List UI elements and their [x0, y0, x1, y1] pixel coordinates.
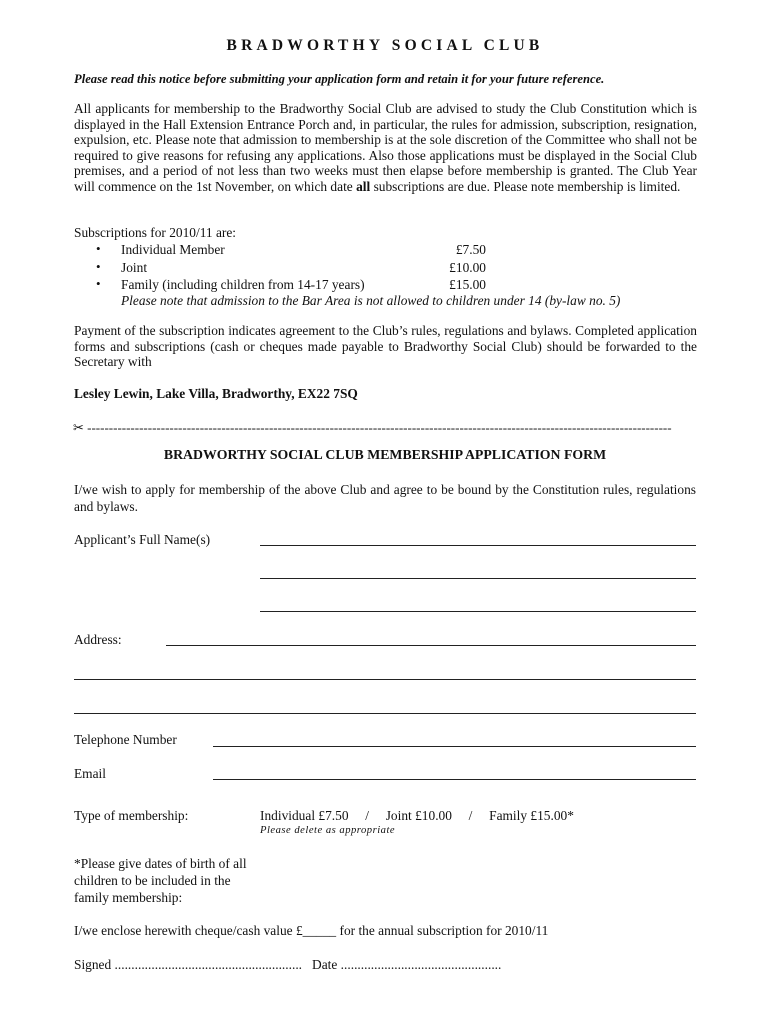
address-field-line-1[interactable]: [166, 645, 696, 646]
secretary-address: Lesley Lewin, Lake Villa, Bradworthy, EX22 7SQ: [74, 386, 358, 401]
subscription-label: Individual Member: [121, 242, 225, 257]
bullet-icon: •: [96, 241, 101, 256]
name-label: Applicant’s Full Name(s): [74, 532, 211, 547]
signature-date-line[interactable]: Signed ........................................................ Date ................................................: [74, 957, 502, 972]
subscriptions-heading: Subscriptions for 2010/11 are:: [74, 225, 237, 240]
membership-options[interactable]: Individual £7.50 / Joint £10.00 / Family £15.00*: [260, 808, 574, 823]
address-field-line-3[interactable]: [74, 713, 696, 714]
intro-text-part2: subscriptions are due. Please note membership is limited.: [370, 178, 681, 194]
telephone-label: Telephone Number: [74, 732, 177, 747]
bar-area-note: Please note that admission to the Bar Area is not allowed to children under 14 (by-law no. 5): [121, 293, 621, 308]
intro-text-part1: All applicants for membership to the Bradworthy Social Club are advised to study the Club Constitution which is displayed in the Hall Extension Entrance Porch and, in particular, the rules for admission, subscription, resignation, expulsion, etc. Please note that admission to membership is at the sole discretion of the Committee who shall not be required to give reasons for refusing any applications. Also those applications must be displayed in the Social Club premises, and a period of not less than two weeks must then elapse before membership is granted. The Club Year will commence on the 1st November, on which date: [74, 101, 697, 194]
delete-note: Please delete as appropriate: [260, 825, 396, 836]
subscription-item-individual: [96, 242, 496, 259]
subscription-item-family: [96, 277, 496, 294]
intro-text-bold: all: [356, 178, 371, 194]
dob-note: *Please give dates of birth of all children to be included in the family membership:: [74, 856, 247, 905]
name-field-line-3[interactable]: [260, 611, 696, 612]
form-intro: I/we wish to apply for membership of the above Club and agree to be bound by the Constitution rules, regulations and bylaws.: [74, 482, 696, 514]
bullet-icon: •: [96, 276, 101, 291]
intro-paragraph: [74, 101, 697, 195]
subscription-label: Family (including children from 14-17 years): [121, 277, 365, 292]
subscription-price: £10.00: [449, 260, 486, 275]
subscription-label: Joint: [121, 260, 148, 275]
subscription-price: £15.00: [449, 277, 486, 292]
bullet-icon: •: [96, 259, 101, 274]
name-field-line-2[interactable]: [260, 578, 696, 579]
email-label: Email: [74, 766, 106, 781]
cut-line: ✂ ---------------------------------------------------------------------------------------------------------------------------------------: [73, 420, 672, 435]
subscription-price: £7.50: [455, 242, 486, 257]
subscription-item-joint: [96, 260, 496, 277]
telephone-field-line[interactable]: [213, 746, 696, 747]
email-field-line[interactable]: [213, 779, 696, 780]
notice-text: Please read this notice before submitting your application form and retain it for your future reference.: [74, 72, 605, 86]
name-field-line-1[interactable]: [260, 545, 696, 546]
form-title: BRADWORTHY SOCIAL CLUB MEMBERSHIP APPLICATION FORM: [163, 447, 607, 462]
membership-label: Type of membership:: [74, 808, 189, 823]
page-title: BRADWORTHY SOCIAL CLUB: [226, 37, 544, 54]
address-field-line-2[interactable]: [74, 679, 696, 680]
enclose-statement: I/we enclose herewith cheque/cash value £_____ for the annual subscription for 2010/11: [74, 923, 549, 938]
address-label: Address:: [74, 632, 122, 647]
payment-paragraph: Payment of the subscription indicates agreement to the Club’s rules, regulations and bylaws. Completed application forms and subscriptions (cash or cheques made payable to Bradworthy Social Club) should be forwarded to the Secretary with: [74, 323, 697, 370]
